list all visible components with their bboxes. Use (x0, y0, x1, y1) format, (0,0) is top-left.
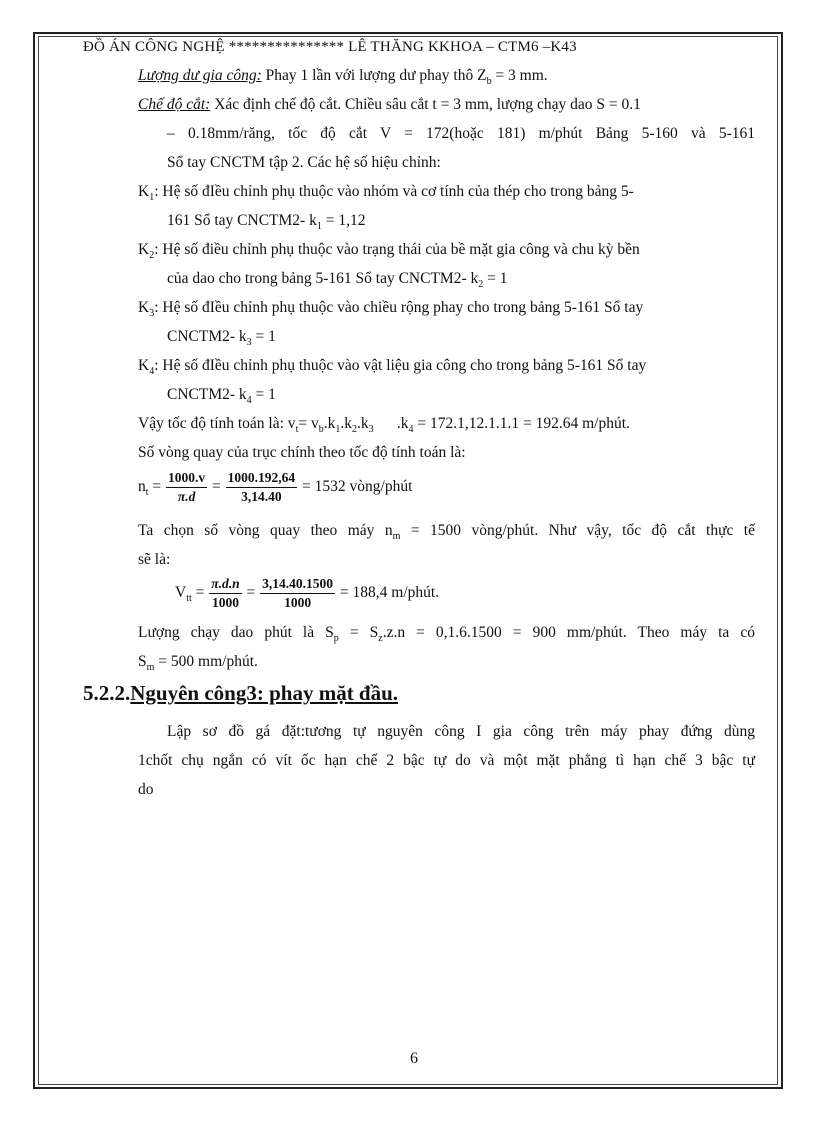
vt-formula-line: Vậy tốc độ tính toán là: $v_t= v_b.k_1.k_2.k_3$ $.k_4 = 172.1,12.1.1.1 = 192.64$ m/phút. (138, 415, 630, 436)
k4-line-2: CNCTM2- $k_4 = 1$ (167, 386, 276, 407)
paragraph-line-2: 1chốt chụ ngắn có vít ốc hạn chế 2 bậc tự do và một mặt phẳng tì hạn chế 3 bậc tự (138, 752, 755, 769)
page-number: 6 (410, 1050, 418, 1067)
k3-line-1: $K_3$: Hệ số đIều chỉnh phụ thuộc vào chiều rộng phay cho trong bảng 5-161 Sổ tay (138, 299, 644, 320)
nt-formula: $n_t$ = $\frac{1000.v}{\pi.d}$ = $\frac{1000.192,64}{3,14.40}$ = 1532 vòng/phút (138, 470, 413, 504)
nt-fraction-2: $\frac{1000.192,64}{3,14.40}$ (227, 470, 296, 504)
vtt-fraction-2: $\frac{3,14.40.1500}{1000}$ (262, 576, 334, 610)
running-header: ĐỒ ÁN CÔNG NGHỆ *************** LÊ THĂNG KKHOA – CTM6 –K43 (83, 39, 577, 55)
sp-line: Lượng chạy dao phút là $S_p = S_z.z.n = 0,1.6.1500 = 900$ mm/phút. Theo máy ta có (138, 624, 755, 645)
che-do-line-3: Sổ tay CNCTM tập 2. Các hệ số hiệu chỉnh: (167, 154, 441, 171)
section-heading: 5.2.2.Nguyên công3: phay mặt đầu. (83, 681, 399, 705)
vtt-fraction-1: $\frac{\pi.d.n}{1000}$ (211, 576, 240, 610)
che-do-line-2: – 0.18mm/răng, tốc độ cắt V = 172(hoặc 181) m/phút Bảng 5-160 và 5-161 (167, 125, 755, 142)
paragraph-line-3: do (138, 781, 154, 798)
k2-line-2: của dao cho trong bảng 5-161 Sổ tay CNCTM2- $k_2 = 1$ (167, 270, 508, 291)
chon-so-vong-line-2: sẽ là: (138, 551, 171, 568)
paragraph-line-1: Lập sơ đồ gá đặt:tương tự nguyên công I gia công trên máy phay đứng dùng (167, 723, 755, 740)
che-do-line-1: Chế độ cắt: Xác định chế độ cắt. Chiều sâu cắt t = 3 mm, lượng chạy dao S = 0.1 (138, 96, 641, 113)
sm-line: $S_m = 500$ mm/phút. (138, 653, 258, 674)
chon-so-vong-line-1: Ta chọn số vòng quay theo máy $n_m = 1500$ vòng/phút. Như vậy, tốc độ cắt thực tế (138, 522, 755, 543)
k1-line-2: 161 Sổ tay CNCTM2- $k_1 = 1,12$ (167, 212, 366, 233)
so-vong-line: Số vòng quay của trục chính theo tốc độ tính toán là: (138, 444, 466, 461)
luong-du-line: Lượng dư gia công: Phay 1 lần với lượng dư phay thô $Z_b = 3$ mm. (138, 67, 548, 88)
k4-line-1: $K_4$: Hệ số đIều chỉnh phụ thuộc vào vật liệu gia công cho trong bảng 5-161 Sổ tay (138, 357, 647, 378)
vtt-formula: $V_{tt}$ = $\frac{\pi.d.n}{1000}$ = $\frac{3,14.40.1500}{1000}$ = 188,4 m/phút. (175, 576, 440, 610)
k2-line-1: $K_2$: Hệ số điều chỉnh phụ thuộc vào trạng thái của bề mặt gia công và chu kỳ bền (138, 241, 640, 262)
nt-fraction-1: $\frac{1000.v}{\pi.d}$ (168, 470, 206, 504)
k3-line-2: CNCTM2- $k_3 = 1$ (167, 328, 276, 349)
k1-line-1: $K_1$: Hệ số đIều chỉnh phụ thuộc vào nhóm và cơ tính của thép cho trong bảng 5- (138, 183, 634, 204)
